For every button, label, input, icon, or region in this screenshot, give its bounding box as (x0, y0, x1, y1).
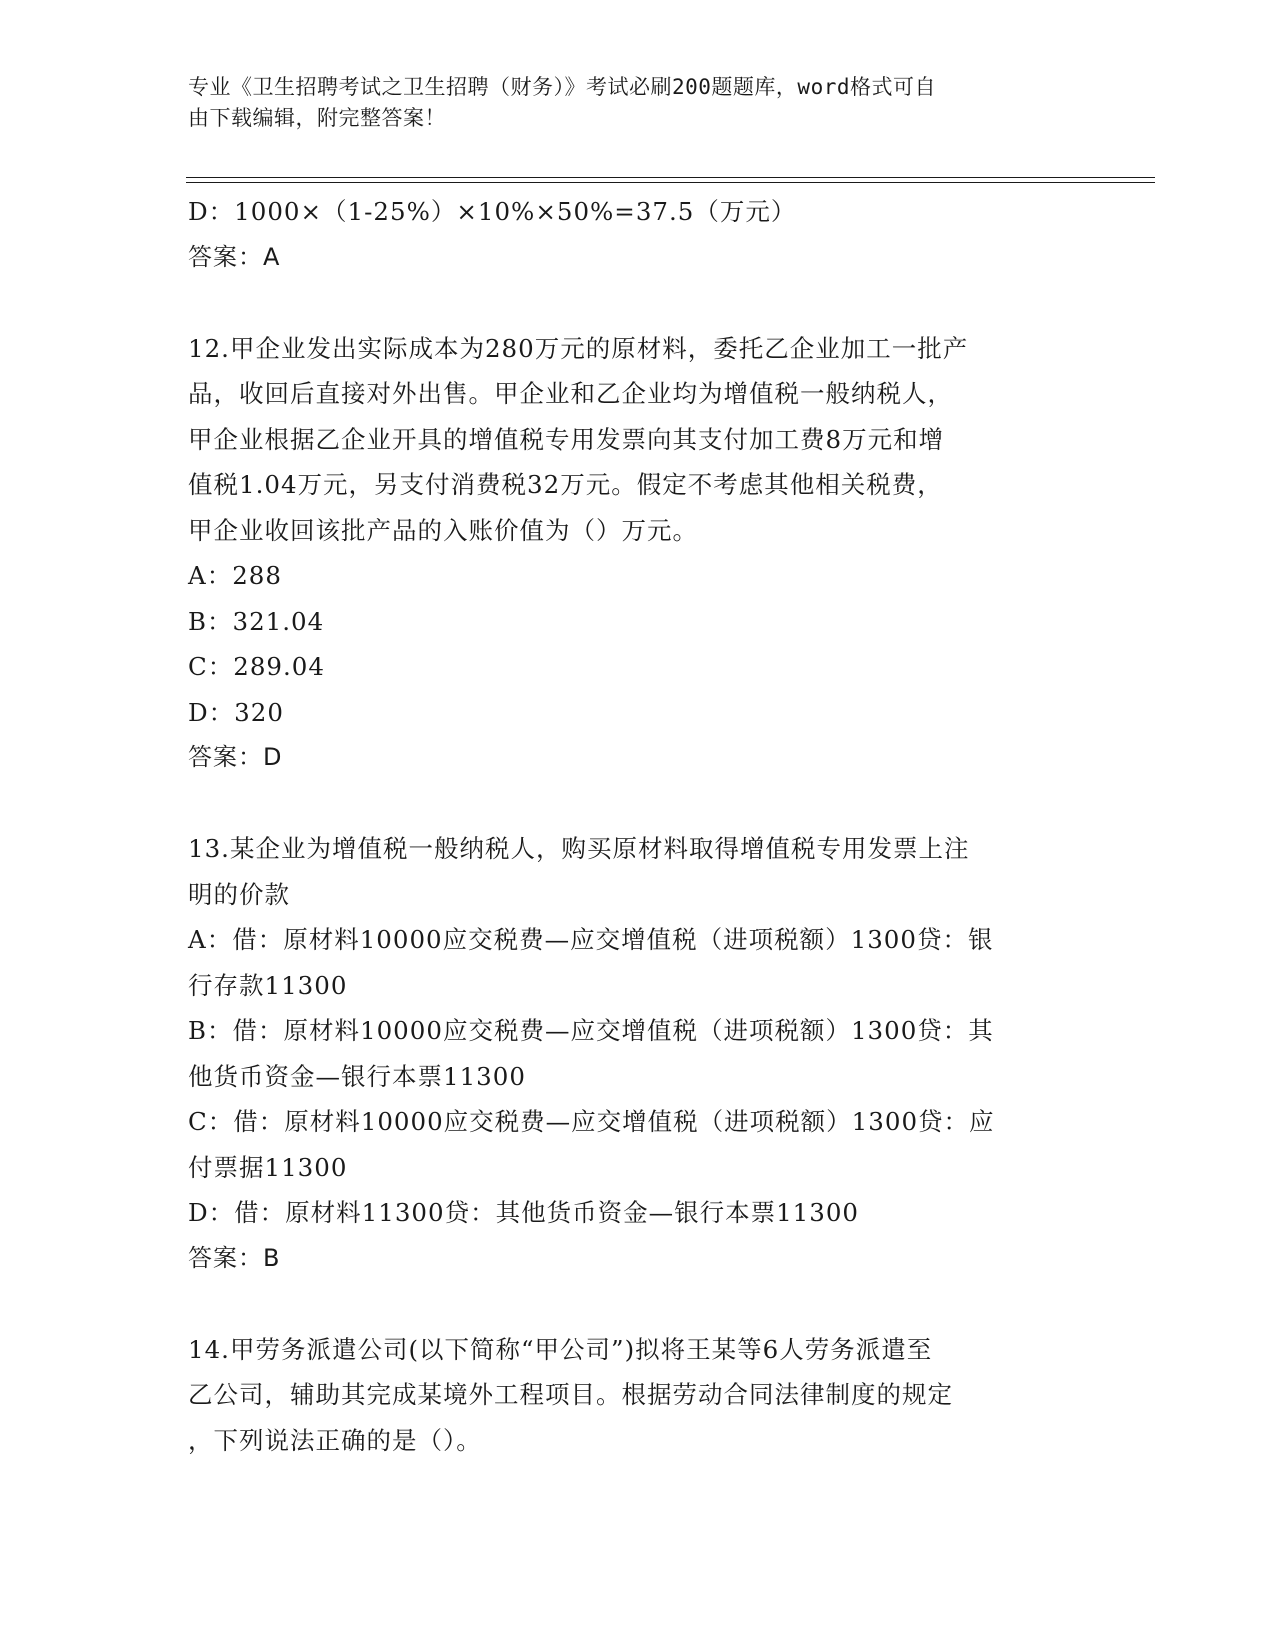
option-line: 他货币资金—银行本票11300 (188, 1061, 526, 1091)
header-divider (186, 177, 1155, 178)
spacer (188, 781, 1088, 827)
answer-line: 答案：A (188, 242, 281, 271)
document-body (188, 189, 1088, 1463)
option-line: 付票据11300 (188, 1152, 348, 1182)
answer-line: 答案：B (188, 1243, 281, 1272)
question-stem-line: 12.甲企业发出实际成本为280万元的原材料，委托乙企业加工一批产 (188, 333, 969, 363)
header-line: 专业《卫生招聘考试之卫生招聘（财务）》考试必刷200题题库，word格式可自 (188, 75, 936, 99)
question-stem-line: 14.甲劳务派遣公司(以下简称“甲公司”)拟将王某等6人劳务派遣至 (188, 1334, 933, 1364)
question-stem-line: 品，收回后直接对外出售。甲企业和乙企业均为增值税一般纳税人， (188, 379, 953, 408)
question-12 (188, 326, 1088, 781)
option-a: A：288 (188, 561, 282, 590)
option-line: C：借：原材料10000应交税费—应交增值税（进项税额）1300贷：应 (188, 1107, 995, 1136)
option-b: B：321.04 (188, 606, 325, 636)
option-d: D：320 (188, 697, 284, 727)
option-line: B：借：原材料10000应交税费—应交增值税（进项税额）1300贷：其 (188, 1016, 994, 1045)
header-divider (186, 182, 1155, 183)
question-stem-line: 13.某企业为增值税一般纳税人，购买原材料取得增值税专用发票上注 (188, 834, 970, 863)
option-line: 行存款11300 (188, 970, 348, 1000)
option-line: A：借：原材料10000应交税费—应交增值税（进项税额）1300贷：银 (188, 925, 994, 954)
option-d: D：1000×（1-25%）×10%×50%=37.5（万元） (188, 197, 797, 226)
question-14 (188, 1327, 1088, 1464)
question-stem-line: 甲企业根据乙企业开具的增值税专用发票向其支付加工费8万元和增 (188, 424, 945, 454)
question-stem-line: 甲企业收回该批产品的入账价值为（）万元。 (188, 515, 698, 545)
question-13 (188, 826, 1088, 1281)
document-header (188, 72, 1068, 134)
option-c: C：289.04 (188, 652, 325, 681)
header-line: 由下载编辑，附完整答案！ (188, 106, 446, 130)
question-stem-line: 明的价款 (188, 879, 290, 909)
option-line: D：借：原材料11300贷：其他货币资金—银行本票11300 (188, 1198, 860, 1227)
question-stem-line: ，下列说法正确的是（）。 (188, 1425, 482, 1455)
question-stem-line: 值税1.04万元，另支付消费税32万元。假定不考虑其他相关税费， (188, 470, 943, 499)
spacer (188, 280, 1088, 326)
question-stem-line: 乙公司，辅助其完成某境外工程项目。根据劳动合同法律制度的规定 (188, 1380, 953, 1409)
spacer (188, 1281, 1088, 1327)
answer-line: 答案：D (188, 743, 283, 771)
